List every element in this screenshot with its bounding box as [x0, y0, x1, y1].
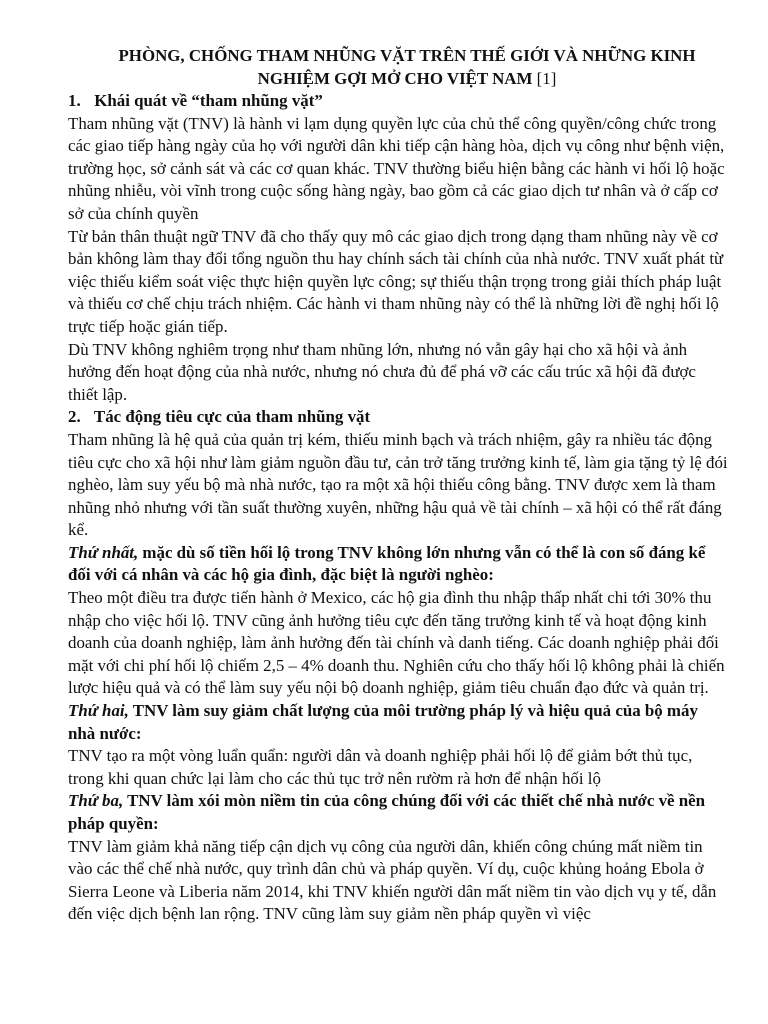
- section-1-paragraph-2: Từ bản thân thuật ngữ TNV đã cho thấy quy mô các giao dịch trong dạng tham nhũng này về cơ bản không làm thay đổi tổng nguồn thu hay chính sách tài chính của nhà nước. TNV xuất phát từ việc thiếu kiểm soát việc thực hiện quyền lực công; sự thiếu thận trọng trong giải thích pháp luật và thiếu cơ chế chịu trách nhiệm. Các hành vi tham nhũng này có thể là những lời đề nghị hối lộ trực tiếp hoặc gián tiếp.: [68, 226, 724, 336]
- third-point-title: TNV làm xói mòn niềm tin của công chúng đối với các thiết chế nhà nước về nền pháp quyền:: [68, 791, 706, 833]
- first-point-text: Theo một điều tra được tiến hành ở Mexico, các hộ gia đình thu nhập thấp nhất chi tới 30% thu nhập cho việc hối lộ. TNV cũng ảnh hưởng tiêu cực đến tăng trưởng kinh tế và hoạt động kinh doanh của doanh nghiệp, làm ảnh hưởng đến tài chính và danh tiếng. Các doanh nghiệp phải đối mặt với chi phí hối lộ chiếm 2,5 – 4% doanh thu. Nghiên cứu cho thấy hối lộ không phải là chiến lược hiệu quả và có thể làm suy yếu nội bộ doanh nghiệp, giảm tiêu chuẩn đạo đức và quản trị.: [68, 588, 725, 698]
- section-1-paragraph-1: Tham nhũng vặt (TNV) là hành vi lạm dụng quyền lực của chủ thể công quyền/công chức trong các giao tiếp hàng ngày của họ với người dân khi tiếp cận hàng hòa, dịch vụ công như bệnh viện, trường học, sở cảnh sát và các cơ quan khác. TNV thường biểu hiện bằng các hành vi hối lộ hoặc nhũng nhiễu, vòi vĩnh trong cuộc sống hàng ngày, bao gồm cả các giao dịch tư nhân và ở cấp cơ sở của chính quyền: [68, 113, 725, 223]
- first-point-lead: Thứ nhất,: [68, 542, 139, 562]
- section-1-title: Khái quát về “tham nhũng vặt”: [94, 91, 323, 110]
- section-2-paragraph-1: Tham nhũng là hệ quả của quản trị kém, thiếu minh bạch và trách nhiệm, gây ra nhiều tác động tiêu cực cho xã hội như làm giảm nguồn đầu tư, cản trở tăng trưởng kinh tế, làm gia tặng tỷ lệ đói nghèo, làm suy yếu bộ mà nhà nước, tạo ra một xã hội thiếu công bằng. TNV được xem là tham nhũng nhỏ nhưng với tần suất thường xuyên, những hậu quả về tài chính – xã hội có thể rất đáng kể.: [68, 429, 728, 540]
- section-1-paragraph-3: Dù TNV không nghiêm trọng như tham nhũng lớn, nhưng nó vẫn gây hại cho xã hội và ảnh hưởng đến hoạt động của nhà nước, nhưng nó chưa đủ để phá vỡ các cấu trúc xã hội đã được thiết lập.: [68, 339, 696, 404]
- first-point-title: mặc dù số tiền hối lộ trong TNV không lớn nhưng vẫn có thể là con số đáng kể đối với cá nhân và các hộ gia đình, đặc biệt là người nghèo:: [68, 542, 706, 585]
- second-point-lead: Thứ hai,: [68, 701, 129, 721]
- document-page: [68, 44, 728, 926]
- section-1-number: 1.: [68, 91, 81, 110]
- section-2-number: 2.: [68, 407, 81, 427]
- footnote-reference: [1]: [536, 69, 557, 88]
- section-2-heading: [68, 406, 728, 429]
- section-1-heading: [68, 90, 728, 113]
- title-line-1: PHÒNG, CHỐNG THAM NHŨNG VẶT TRÊN THẾ GIỚI VÀ NHỮNG KINH: [118, 46, 696, 65]
- title-line-2: NGHIỆM GỢI MỞ CHO VIỆT NAM: [257, 69, 533, 88]
- second-point-heading: [68, 700, 728, 745]
- third-point-heading: [68, 790, 728, 835]
- document-title: [68, 44, 728, 90]
- third-point-lead: Thứ ba,: [68, 791, 124, 811]
- first-point-heading: [68, 542, 728, 587]
- third-point-text: TNV làm giảm khả năng tiếp cận dịch vụ công của người dân, khiến công chúng mất niềm tin vào các thể chế nhà nước, quy trình dân chủ và pháp quyền. Ví dụ, cuộc khủng hoảng Ebola ở Sierra Leone và Liberia năm 2014, khi TNV khiến người dân mất niềm tin vào dịch vụ y tế, dẫn đến việc dịch bệnh lan rộng. TNV cũng làm suy giảm nền pháp quyền vì việc: [68, 836, 717, 924]
- second-point-text: TNV tạo ra một vòng luẩn quẩn: người dân và doanh nghiệp phải hối lộ để giảm bớt thủ tục, trong khi quan chức lại làm cho các thủ tục trở nên rườm rà hơn để nhận hối lộ: [68, 746, 693, 788]
- section-2-title: Tác động tiêu cực của tham nhũng vặt: [93, 407, 371, 427]
- second-point-title: TNV làm suy giảm chất lượng của môi trường pháp lý và hiệu quả của bộ máy nhà nước:: [68, 701, 698, 743]
